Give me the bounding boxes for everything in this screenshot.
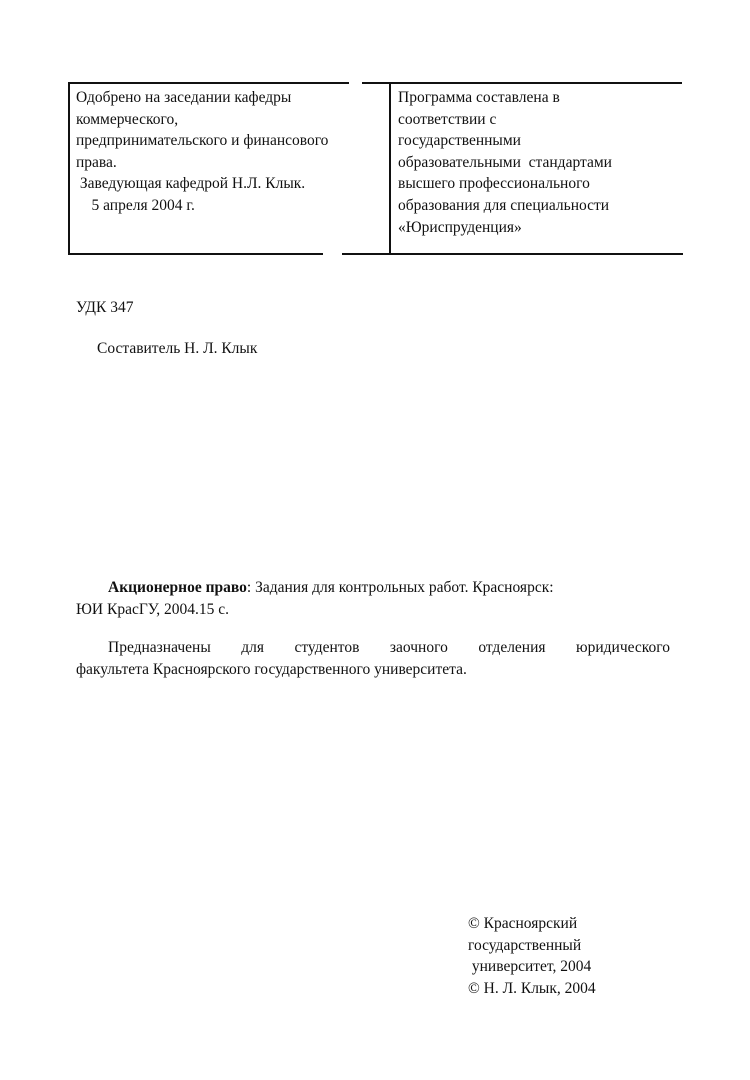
biblio-details: : Задания для контрольных работ. Красноярск: (246, 579, 554, 596)
program-line: государственными (398, 132, 521, 150)
program-note (398, 87, 683, 238)
approval-head-line: Заведующая кафедрой Н.Л. Клык. (76, 175, 306, 193)
approval-date: 5 апреля 2004 г. (76, 196, 195, 214)
purpose-annotation (76, 637, 670, 680)
approval-bottom-border (68, 253, 323, 255)
compiler-credit: Составитель Н. Л. Клык (97, 340, 258, 357)
approval-line: коммерческого, (76, 110, 179, 128)
approval-left-border (68, 82, 70, 254)
program-line: образования для специальности (398, 196, 610, 214)
purpose-line-2: факультета Красноярского государственного университета. (76, 660, 467, 678)
approval-line: права. (76, 153, 117, 171)
copyright-notice (468, 913, 596, 999)
program-line: Программа составлена в (398, 89, 560, 106)
program-top-border (362, 82, 682, 84)
copyright-line: © Н. Л. Клык, 2004 (468, 979, 596, 997)
program-specialty: «Юриспруденция» (398, 218, 522, 236)
udk-code: УДК 347 (76, 299, 134, 316)
copyright-line: государственный (468, 936, 582, 954)
copyright-line: © Красноярский (468, 915, 578, 932)
program-bottom-border (342, 253, 683, 255)
purpose-line-1: Предназначены для студентов заочного отделения юридического (108, 639, 670, 656)
approval-line: предпринимательского и финансового (76, 132, 329, 150)
bibliographic-description (76, 577, 671, 620)
publication-title: Акционерное право (108, 579, 247, 596)
approval-line: Одобрено на заседании кафедры (76, 89, 292, 106)
program-line: соответствии с (398, 110, 497, 128)
approval-note (76, 87, 391, 217)
biblio-line-2: ЮИ КрасГУ, 2004.15 с. (76, 600, 230, 618)
program-line: образовательными стандартами (398, 153, 612, 171)
approval-top-border (68, 82, 349, 84)
biblio-line-1 (76, 577, 671, 599)
copyright-line: университет, 2004 (468, 958, 592, 976)
program-line: высшего профессионального (398, 175, 590, 193)
